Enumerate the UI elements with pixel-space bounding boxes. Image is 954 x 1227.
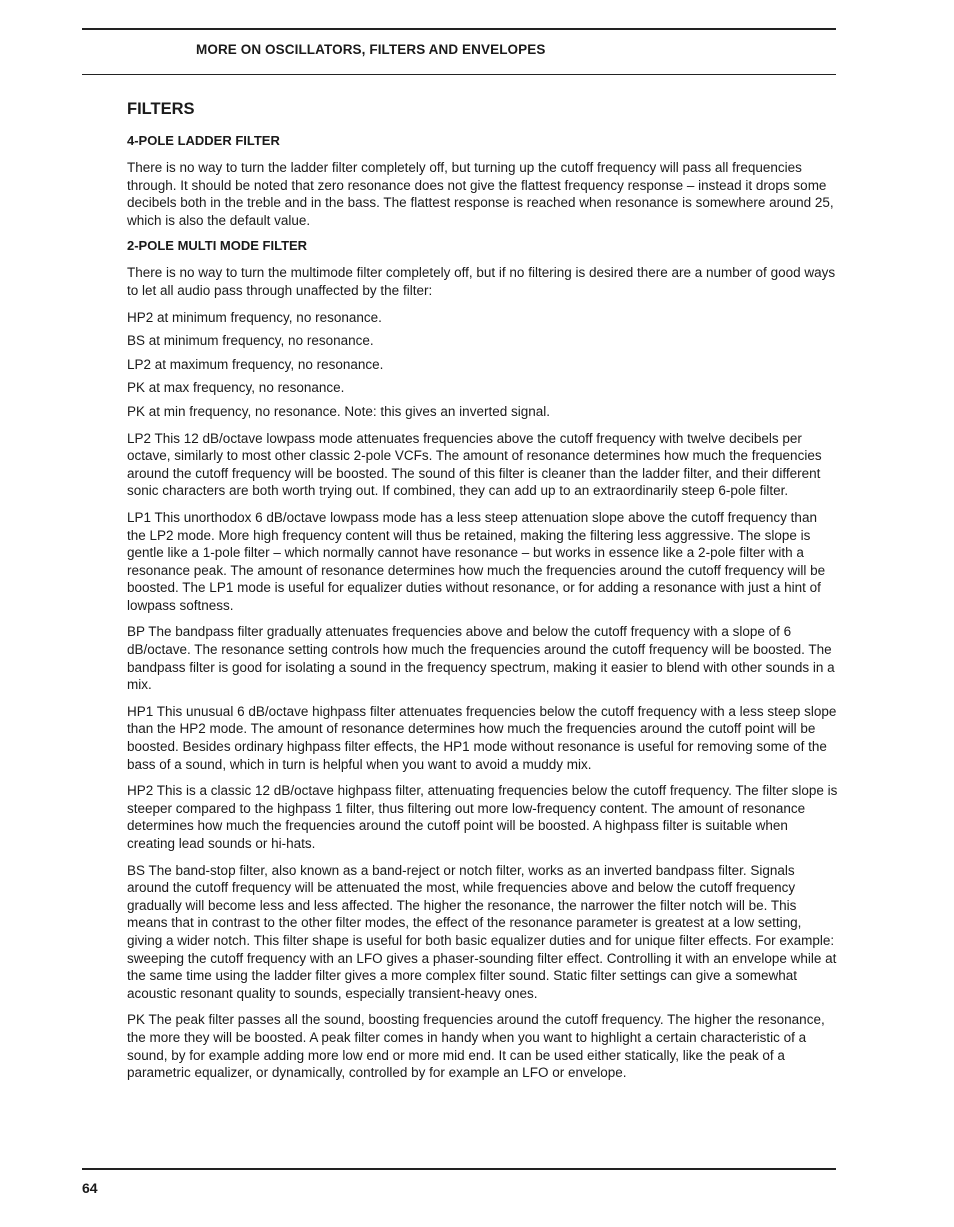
mode-paragraph-hp1: HP1 This unusual 6 dB/octave highpass filter attenuates frequencies below the cutoff frequency with a less steep slope than the HP2 mode. The amount of resonance determines how much the frequencies around the cutoff point will be boosted. Besides ordinary highpass filter effects, the HP1 mode without resonance is useful for removing some of the bass of a sound, which in turn is helpful when you want to avoid a muddy mix. — [127, 703, 837, 772]
mode-paragraph-bs: BS The band-stop filter, also known as a band-reject or notch filter, works as an inverted bandpass filter. Signals around the cutoff frequency will be attenuated the most, while frequencies above and below the cutoff frequency gradually will become less and less affected. The higher the resonance, the narrower the filter notch will be. This means that in contrast to the other filter modes, the effect of the resonance parameter is greatest at a low setting, giving a wider notch. This filter shape is useful for both basic equalizer duties and for unique filter effects. For example: sweeping the cutoff frequency with an LFO gives a phaser-sounding filter effect. Controlling it with an envelope while at the same time using the ladder filter gives a more complex filter sound. Static filter settings can give a somewhat acoustic resonant quality to sounds, especially transient-heavy ones. — [127, 862, 837, 1001]
header-top-rule — [82, 28, 836, 30]
bypass-option: HP2 at minimum frequency, no resonance. — [127, 309, 382, 325]
mode-paragraph-lp1: LP1 This unorthodox 6 dB/octave lowpass mode has a less steep attenuation slope above the cutoff frequency than the LP2 mode. More high frequency content will thus be retained, making the filtering less aggressive. The slope is gentle like a 1-pole filter – which normally cannot have resonance – but works in essence like a 2-pole filter with a resonance peak. The amount of resonance determines how much the frequencies around the cutoff frequency will be boosted. The LP1 mode is useful for equalizer duties without resonance, or for adding a resonance with just a hint of lowpass softness. — [127, 509, 826, 613]
bypass-option: PK at min frequency, no resonance. Note: this gives an inverted signal. — [127, 403, 550, 419]
multimode-intro-paragraph: There is no way to turn the multimode filter completely off, but if no filtering is desired there are a number of good ways to let all audio pass through unaffected by the filter: — [127, 265, 836, 298]
ladder-filter-paragraph: There is no way to turn the ladder filter completely off, but turning up the cutoff frequency will pass all frequencies through. It should be noted that zero resonance does not give the flattest frequency response – instead it drops some decibels both in the treble and in the bass. The flattest response is reached when resonance is somewhere around 25, which is also the default value. — [127, 160, 834, 228]
bypass-option: BS at minimum frequency, no resonance. — [127, 333, 374, 349]
mode-paragraph-lp2: LP2 This 12 dB/octave lowpass mode attenuates frequencies above the cutoff frequency with twelve decibels per octave, similarly to most other classic 2-pole VCFs. The amount of resonance determines how much the frequencies around the cutoff frequency will be boosted. The sound of this filter is cleaner than the ladder filter, and their different sonic characters are both worth trying out. If combined, they can add up to an extraordinarily steep 6-pole filter. — [127, 430, 822, 499]
page-content — [127, 100, 839, 1091]
bypass-option: LP2 at maximum frequency, no resonance. — [127, 356, 384, 372]
mode-paragraph-hp2: HP2 This is a classic 12 dB/octave highpass filter, attenuating frequencies below the cutoff frequency. The filter slope is steeper compared to the highpass 1 filter, thus filtering out more low-frequency content. The amount of resonance determines how much the frequencies around the cutoff point will be boosted. A highpass filter is suitable when creating lead sounds or hi-hats. — [127, 783, 838, 851]
bypass-option: PK at max frequency, no resonance. — [127, 380, 345, 396]
mode-paragraph-pk: PK The peak filter passes all the sound, boosting frequencies around the cutoff frequency. The higher the resonance, the more they will be boosted. A peak filter comes in handy when you want to highlight a certain characteristic of a sound, by for example adding more low end or more mid end. It can be used either statically, like the peak of a parametric equalizer, or dynamically, controlled by for example an LFO or envelope. — [127, 1012, 825, 1081]
multimode-filter-heading: 2-POLE MULTI MODE FILTER — [127, 238, 308, 254]
header-bottom-rule — [82, 74, 836, 75]
section-title: FILTERS — [127, 100, 195, 118]
page-number: 64 — [82, 1180, 98, 1196]
ladder-filter-heading: 4-POLE LADDER FILTER — [127, 133, 280, 148]
mode-paragraph-bp: BP The bandpass filter gradually attenuates frequencies above and below the cutoff frequency with a slope of 6 dB/octave. The resonance setting controls how much the frequencies around the cutoff frequency will be boosted. The bandpass filter is good for isolating a sound in the frequency spectrum, making it easier to blend with other sounds in a mix. — [127, 624, 835, 693]
running-header-title: MORE ON OSCILLATORS, FILTERS AND ENVELOPES — [196, 42, 546, 57]
footer-rule — [82, 1168, 836, 1170]
